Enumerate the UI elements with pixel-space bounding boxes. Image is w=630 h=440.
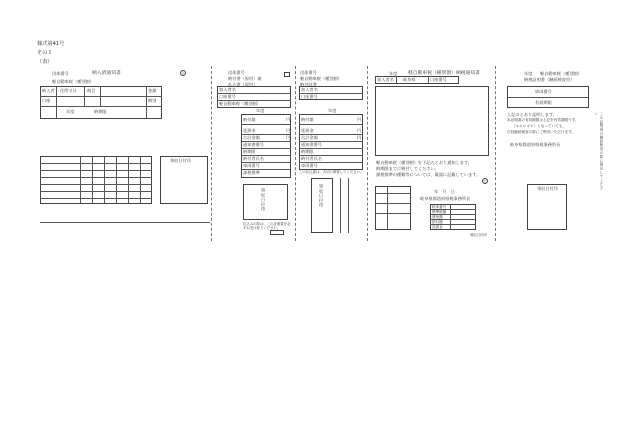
panel2-row: 課税標準 [243,170,260,175]
panel4-table-row: 納付額 [432,220,443,224]
panel3-unit: 円 [357,135,362,140]
panel1-code: 団体番号 [52,71,69,76]
panel3-row: 車両番号 [301,163,318,168]
panel2-unit: 円 [286,128,291,133]
panel2-unit: 円 [286,135,291,140]
panel1-stamp-label: 領収日付印 [170,158,191,163]
panel3-row: 合計金額 [301,135,318,140]
panel3-row: 延滞金 [301,128,314,133]
panel3-row: 通知書番号 [301,142,322,147]
panel4-notice-2: 納期限までに納付してください。 [376,166,439,171]
perforation-line-2 [295,66,296,241]
panel5-note-2: 本証明書の有効期限は上記を有効期限です。 [507,118,579,122]
panel1-tax-item: 税目 [87,88,96,93]
panel4-payer-label: 加入者名 [377,77,394,82]
panel2-unit: 円 [286,117,291,122]
panel3-note: この払込書は、大切に保管してください。 [299,170,364,174]
panel2-note: 払込みの際は、この証明書を必ずお受け取りください。 [243,222,291,230]
panel5-row: 有効期限 [535,100,552,105]
panel1-account: 口座 [42,98,51,103]
panel1-main-table [40,86,162,119]
panel2-row: 延滞金 [243,128,256,133]
panel2-bank-label: 口座番号 [219,94,236,99]
panel4-seal: 公 [483,179,487,183]
panel4-payer-value: 岐阜県 [403,77,416,82]
panel2-code: 団体番号 [228,70,245,75]
panel2-bottom-mark [270,230,284,235]
panel1-amount-label: 金額 [148,88,157,93]
panel5-side-note: この証明書は継続検査の際に提出してください [594,112,603,190]
perforation-line-3 [367,66,368,241]
panel2-row: 納期限 [243,149,256,154]
panel4-table-row: 標準税額 [432,210,447,214]
panel3-payer-label: 加入者名 [301,87,318,92]
panel2-payer-label: 加入者名 [219,87,236,92]
panel1-period: 期別 [148,98,157,103]
panel1-seal: 公 [181,71,185,75]
panel4-notice-3: 課税標準の種類等については、裏面に記載しています。 [376,172,481,177]
form-side: （表） [37,59,53,65]
panel1-year: 年度 [66,109,75,114]
panel4-bank-label: 口座番号 [430,77,447,82]
panel5-stamp-label: 領収日付印 [537,186,558,191]
panel2-stamp-label: 領収日付印 [261,188,266,212]
panel2-title-2: 払込書（原符） [228,82,258,87]
perforation-line-1 [211,66,212,241]
panel4-table-row: 延滞金 [432,225,443,229]
panel2-mark [284,72,290,77]
perforation-line-4 [495,66,496,241]
panel4-main-area [375,86,489,156]
panel2-tax-name: 軽自動車税（種別割） [219,101,261,106]
panel2-row: 納付額 [243,117,256,122]
panel4-issuer: 岐阜県都道府県税事務所長 [420,196,471,201]
panel3-row: 納期限 [301,149,314,154]
panel4-table-row: 減免額 [432,215,443,219]
panel5-note-4: 次回継続検査の際にご利用いただけます。 [507,130,575,134]
form-part: その１ [37,50,53,56]
panel4-date: 年 月 日 [434,189,455,194]
panel4-stamp-label: 領収日付印 [470,233,487,237]
panel1-tax-name: 軽自動車税（種別割） [52,79,94,84]
panel5-issuer: 岐阜県都道府県税事務所長 [510,142,561,147]
panel2-row: 納付者氏名 [243,156,264,161]
panel5-year: 年度 [524,71,533,76]
panel2-row: 通知書番号 [243,142,264,147]
panel3-bank-label: 口座番号 [301,94,318,99]
panel3-unit: 円 [357,117,362,122]
panel3-year: 年度 [328,108,337,113]
panel3-unit: 円 [357,128,362,133]
panel1-payer-label: 納入者 [42,88,55,93]
form-number: 様式第41号 [37,41,65,47]
panel1-address: 住所又は [60,88,77,93]
panel4-notice-1: 軽自動車税（種別割）を下記のとおり通知します。 [376,160,472,165]
panel2-row: 合計金額 [243,135,260,140]
panel1-payment-deadline: 納期限 [94,109,107,114]
panel5-note-3: （＊＊＊＊＊）となっていても、 [512,124,566,128]
panel3-row: 納付者氏名 [301,156,322,161]
panel2-year: 年度 [256,108,265,113]
panel4-year: 年度 [389,71,398,76]
panel4-title: 軽自動車税（種別割）納税通知書 [408,71,480,76]
panel4-table-row: 税率番号 [432,205,447,209]
panel3-row: 納付額 [301,117,314,122]
panel5-title-2: 納税証明書（継続検査用） [524,77,575,82]
panel1-title: 納入済通知書 [92,71,121,76]
panel3-title-2: 納付証書 [300,82,317,87]
panel3-code: 団体番号 [300,70,317,75]
panel5-title-1: 軽自動車税（種別割） [540,71,582,76]
panel3-title-1: 軽自動車税（種別割） [300,76,342,81]
panel2-title-1: 納付書（原符）兼 [228,76,262,81]
panel1-stamp-box [160,156,208,204]
panel3-stamp-label: 領収日付印 [319,184,324,208]
panel5-row: 車両番号 [535,89,552,94]
panel5-note-1: 上記のとおり証明します。 [507,112,557,117]
panel2-row: 車両番号 [243,163,260,168]
